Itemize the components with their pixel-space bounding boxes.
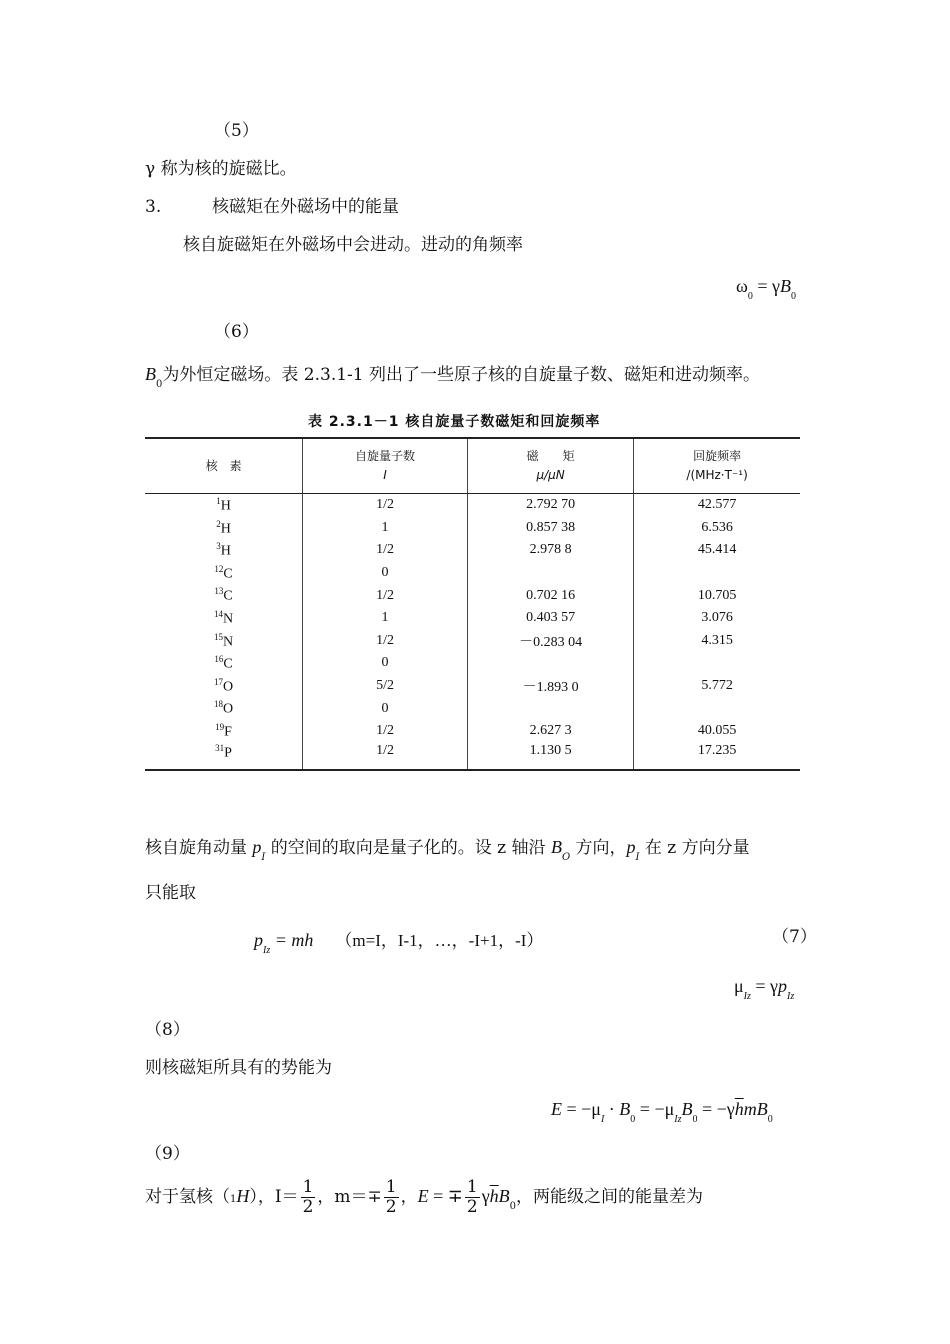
nucleus-cell: $^{19}$F bbox=[215, 721, 232, 740]
spin-cell: 1 bbox=[303, 517, 468, 540]
equation-6 bbox=[736, 276, 796, 302]
section-number: 3. bbox=[145, 197, 162, 217]
moment-cell: 0.403 57 bbox=[467, 607, 633, 630]
omega-subscript: 0 bbox=[747, 291, 753, 302]
frequency-cell bbox=[634, 697, 800, 720]
equation-label-6: （6） bbox=[214, 322, 259, 342]
moment-cell: 2.978 8 bbox=[467, 539, 633, 562]
table-row bbox=[145, 539, 800, 562]
nucleus-cell: $^{15}$N bbox=[214, 631, 234, 650]
table-row bbox=[145, 517, 800, 540]
moment-cell: 1.130 5 bbox=[467, 743, 633, 770]
b-subscript: 0 bbox=[790, 291, 796, 302]
equation-8: $\mu_{Iz} = \gamma p_{Iz}$ bbox=[734, 976, 795, 1002]
table-header-row bbox=[145, 438, 800, 494]
table-row bbox=[145, 584, 800, 607]
frequency-cell: 45.414 bbox=[634, 539, 800, 562]
paragraph-angular-momentum: 核自旋角动量 $p_I$ 的空间的取向是量子化的。设 z 轴沿 $B_O$ 方向，$p_I$ 在 z 方向分量 bbox=[145, 837, 750, 863]
nucleus-cell: $^{16}$C bbox=[214, 654, 233, 672]
table-row bbox=[145, 607, 800, 630]
section-title: 核磁矩在外磁场中的能量 bbox=[212, 197, 400, 217]
equation-label-9: （9） bbox=[145, 1144, 190, 1164]
moment-cell: 2.792 70 bbox=[467, 494, 633, 517]
paragraph-precession: 核自旋磁矩在外磁场中会进动。进动的角频率 bbox=[183, 235, 523, 255]
gamma-definition: γ 称为核的旋磁比。 bbox=[145, 159, 297, 179]
moment-cell: －0.283 04 bbox=[467, 630, 633, 653]
frequency-cell: 40.055 bbox=[634, 720, 800, 743]
nucleus-cell: $^1$H bbox=[216, 495, 231, 514]
omega-symbol: ω bbox=[736, 276, 748, 296]
paragraph-continuation: 只能取 bbox=[145, 883, 196, 903]
nucleus-cell: $^{31}$P bbox=[145, 743, 303, 770]
paragraph-potential-energy: 则核磁矩所具有的势能为 bbox=[145, 1058, 332, 1078]
frequency-cell: 3.076 bbox=[634, 607, 800, 630]
moment-cell bbox=[467, 562, 633, 585]
frequency-cell: 10.705 bbox=[634, 584, 800, 607]
moment-cell: 0.702 16 bbox=[467, 584, 633, 607]
spin-cell: 1/2 bbox=[303, 720, 468, 743]
frequency-cell: 4.315 bbox=[634, 630, 800, 653]
frequency-cell bbox=[634, 652, 800, 675]
table-row bbox=[145, 743, 800, 770]
b0-text: 为外恒定磁场。表 2.3.1-1 列出了一些原子核的自旋量子数、磁矩和进动频率。 bbox=[162, 365, 760, 385]
table-row bbox=[145, 675, 800, 698]
nucleus-cell: $^2$H bbox=[216, 518, 231, 537]
b-symbol: B bbox=[145, 364, 156, 384]
frequency-cell: 5.772 bbox=[634, 675, 800, 698]
spin-cell: 1 bbox=[303, 607, 468, 630]
spin-cell: 0 bbox=[303, 652, 468, 675]
nuclear-table bbox=[145, 437, 800, 771]
equals-gamma: = γ bbox=[752, 276, 780, 296]
frequency-cell: 17.235 bbox=[634, 743, 800, 770]
spin-cell: 1/2 bbox=[303, 539, 468, 562]
spin-cell: 0 bbox=[303, 697, 468, 720]
header-spin: 自旋量子数 I bbox=[303, 438, 468, 494]
nucleus-cell: $^{17}$O bbox=[214, 676, 234, 695]
hydrogen-line: 对于氢核（1H），I＝ $\frac{1}{2}$ ，m＝∓ $\frac{1}{2}$ ，E = ∓ $\frac{1}{2}$ $\gamma\overline{h}B_0$，两能级之间的能量差为 bbox=[145, 1177, 704, 1217]
header-moment: 磁 矩 μ/μN bbox=[467, 438, 633, 494]
nucleus-cell: $^{13}$C bbox=[214, 586, 233, 604]
equation-label-5: （5） bbox=[214, 121, 259, 141]
moment-cell: －1.893 0 bbox=[467, 675, 633, 698]
nucleus-cell: $^{12}$C bbox=[214, 563, 233, 582]
moment-cell: 0.857 38 bbox=[467, 517, 633, 540]
table-row bbox=[145, 697, 800, 720]
equation-9: $E = -\mu_I \cdot B_0 = -\mu_{Iz}B_0 = -\gamma\overline{h}mB_0$ bbox=[551, 1099, 773, 1125]
b0-definition bbox=[145, 363, 760, 389]
moment-cell bbox=[467, 697, 633, 720]
table-row bbox=[145, 630, 800, 653]
spin-cell: 1/2 bbox=[303, 630, 468, 653]
frequency-cell: 6.536 bbox=[634, 517, 800, 540]
nucleus-cell: $^3$H bbox=[216, 541, 231, 559]
spin-cell: 1/2 bbox=[303, 494, 468, 517]
nucleus-cell: $^{18}$O bbox=[214, 699, 234, 717]
nucleus-cell: $^{14}$N bbox=[214, 608, 234, 627]
b-subscript: 0 bbox=[156, 379, 163, 390]
equation-label-7: （7） bbox=[772, 927, 817, 947]
frequency-cell: 42.577 bbox=[634, 494, 800, 517]
table-row bbox=[145, 720, 800, 743]
header-frequency: 回旋频率 /(MHz·T⁻¹) bbox=[634, 438, 800, 494]
table-row bbox=[145, 562, 800, 585]
spin-cell: 1/2 bbox=[303, 743, 468, 770]
frequency-cell bbox=[634, 562, 800, 585]
table-row bbox=[145, 652, 800, 675]
table-title: 表 2.3.1－1 核自旋量子数磁矩和回旋频率 bbox=[308, 414, 601, 430]
section-heading bbox=[145, 196, 399, 218]
spin-cell: 1/2 bbox=[303, 584, 468, 607]
b-symbol: B bbox=[779, 276, 791, 296]
spin-cell: 0 bbox=[303, 562, 468, 585]
equation-7: $p_{Iz}$ = mh （m=I，I-1，…，-I+1，-I） bbox=[254, 930, 544, 956]
equation-label-8: （8） bbox=[145, 1020, 190, 1040]
table-row bbox=[145, 494, 800, 517]
moment-cell bbox=[467, 652, 633, 675]
header-nucleus: 核 素 bbox=[145, 438, 303, 494]
moment-cell: 2.627 3 bbox=[467, 720, 633, 743]
spin-cell: 5/2 bbox=[303, 675, 468, 698]
